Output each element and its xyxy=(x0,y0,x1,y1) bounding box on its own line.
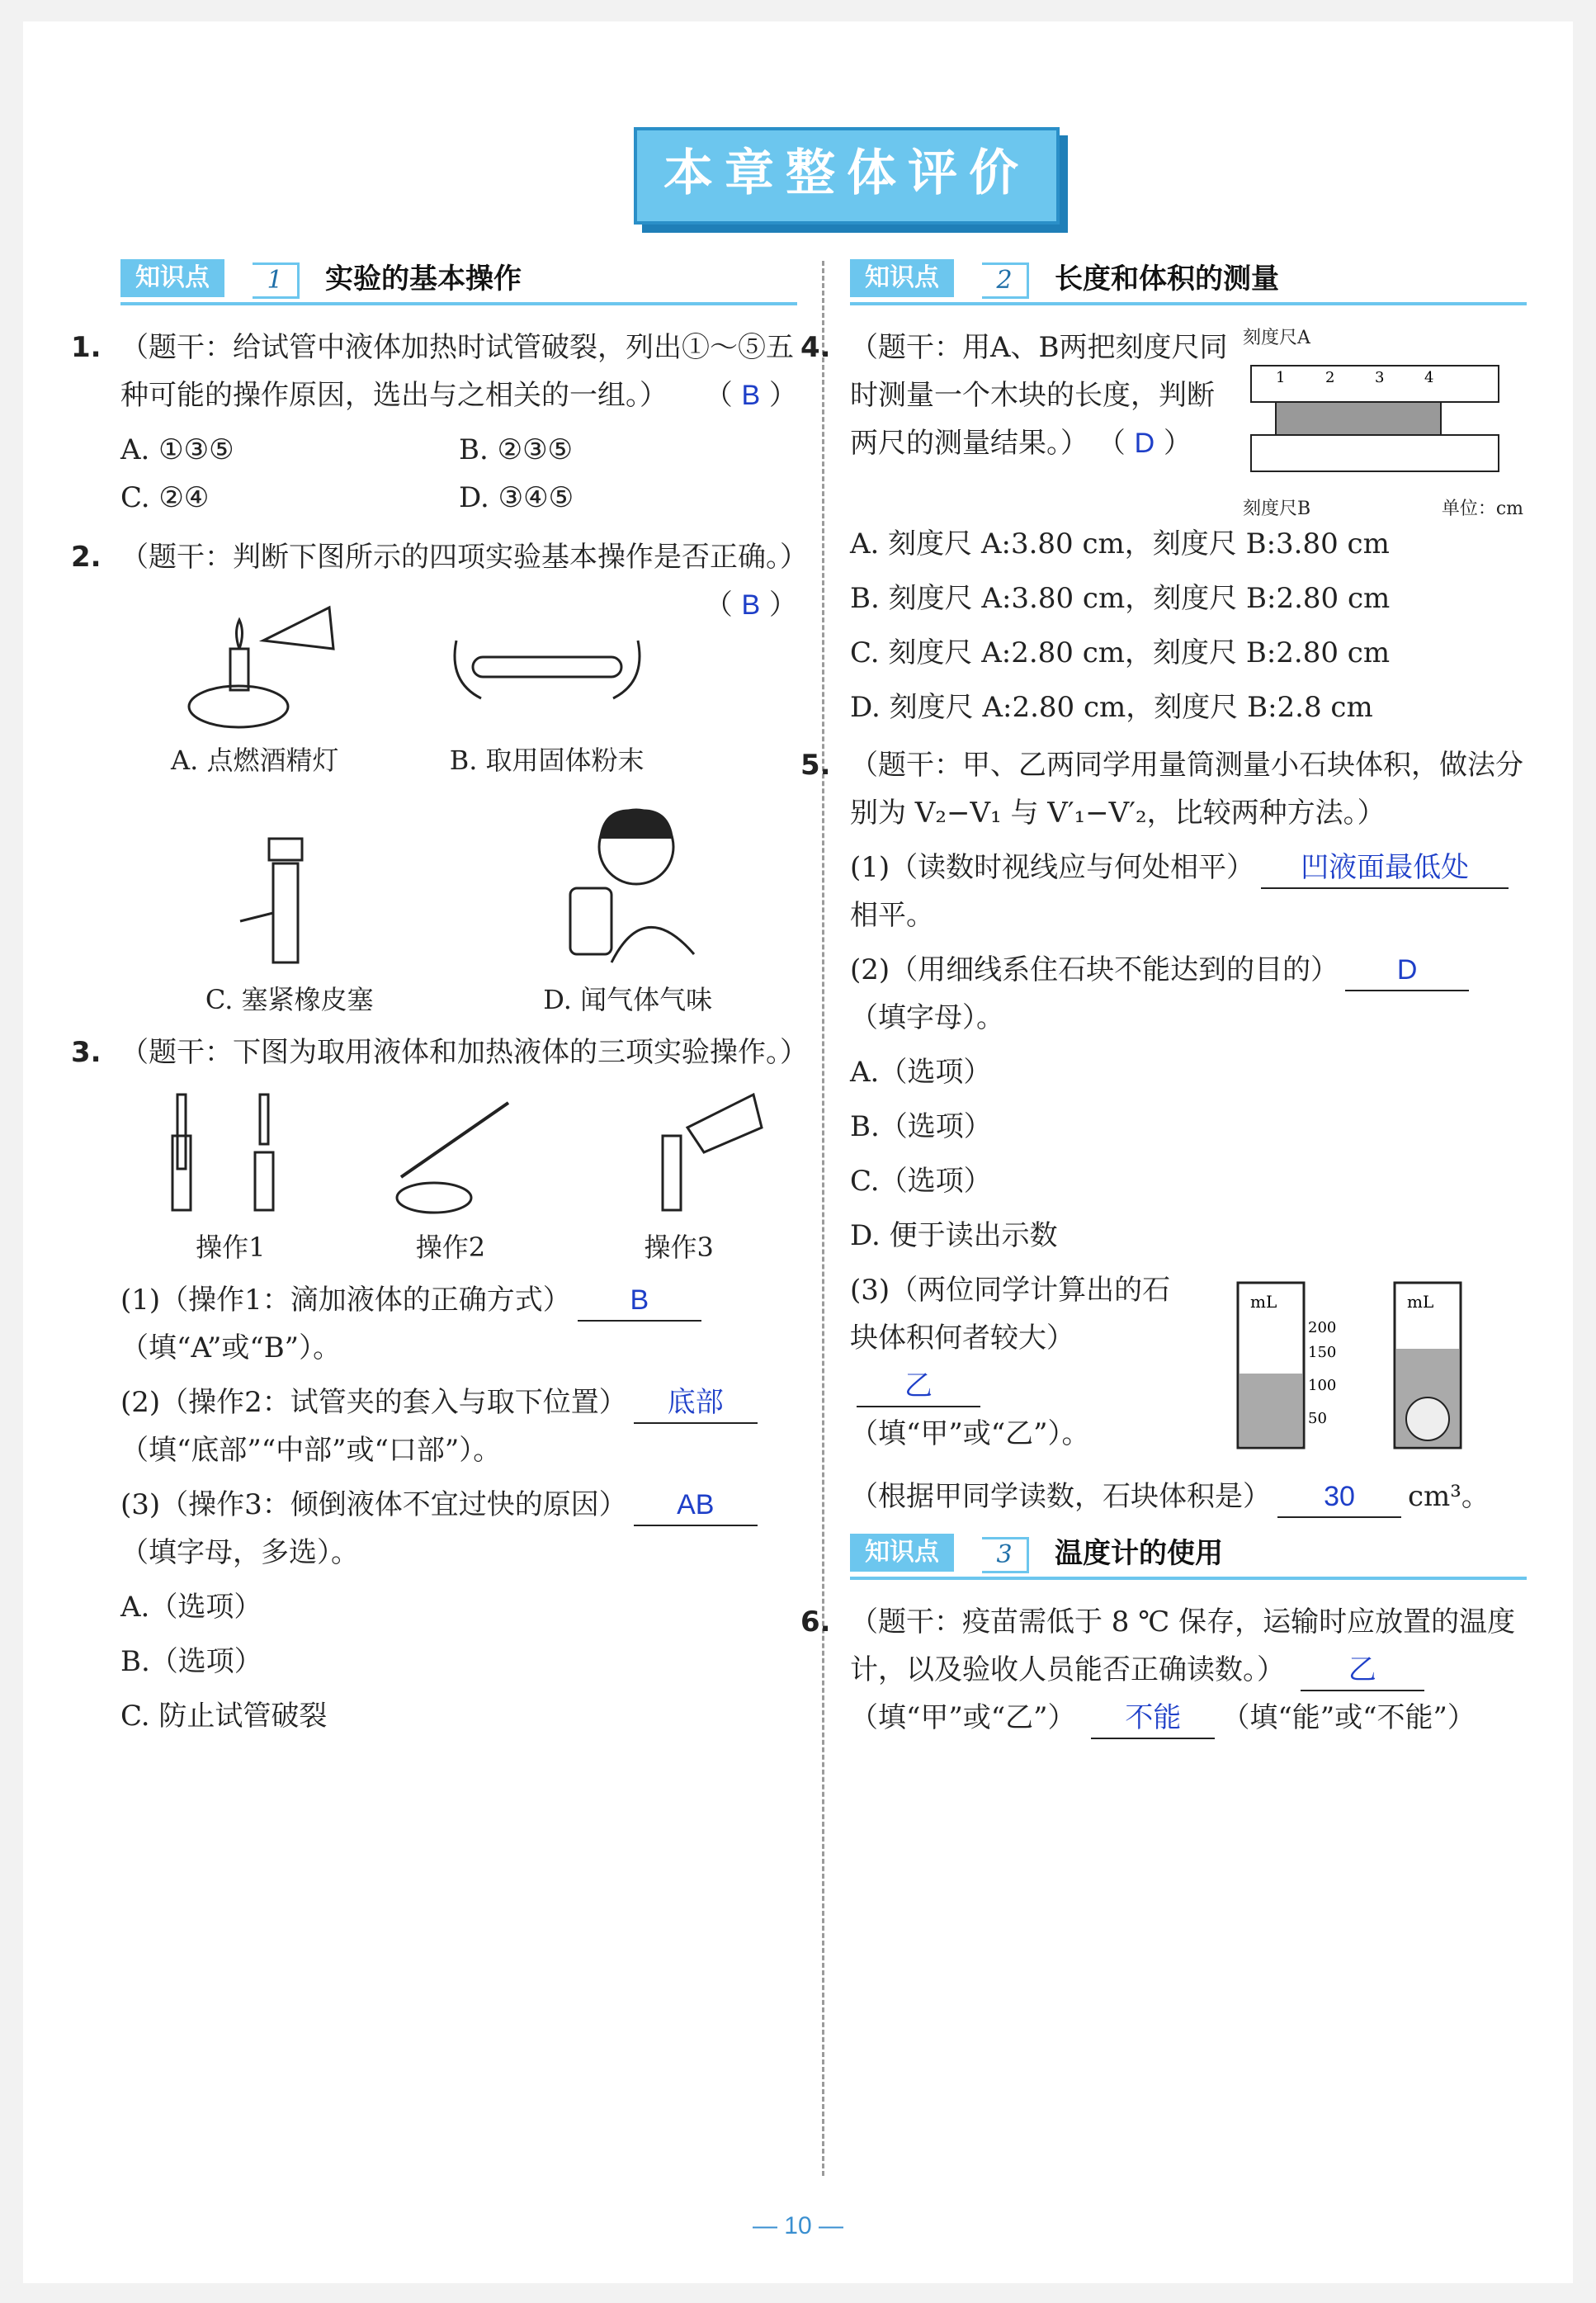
figure xyxy=(588,1086,770,1265)
svg-text:200: 200 xyxy=(1308,1319,1337,1336)
question-stem: （题干：用A、B两把刻度尺同时测量一个木块的长度，判断两尺的测量结果。） xyxy=(850,331,1228,460)
figure-caption: 操作2 xyxy=(415,1232,486,1263)
figure-row xyxy=(120,591,705,778)
answer-blank: 乙 xyxy=(1301,1650,1424,1691)
figure xyxy=(543,789,712,1017)
figure-row xyxy=(120,1086,797,1265)
alcohol-lamp-illustration xyxy=(172,591,338,731)
question-stem: （题干：给试管中液体加热时试管破裂，列出①～⑤五种可能的操作原因，选出与之相关的一组。） xyxy=(120,331,794,412)
answer-paren: （ B ） xyxy=(704,589,797,622)
kp-number: 1 xyxy=(253,262,300,299)
figure xyxy=(368,1086,533,1265)
kp-title: 温度计的使用 xyxy=(1055,1537,1223,1570)
question-number: 3. xyxy=(71,1036,102,1069)
svg-text:mL: mL xyxy=(1250,1292,1277,1312)
answer: B xyxy=(741,380,761,411)
workbook-page xyxy=(23,21,1573,2283)
kp-number: 3 xyxy=(982,1537,1029,1573)
option: D. 刻度尺 A:2.80 cm，刻度尺 B:2.8 cm xyxy=(850,691,1373,724)
option: B. ②③⑤ xyxy=(459,433,574,466)
figure-caption: 操作1 xyxy=(196,1232,266,1263)
subquestion: (3)（两位同学计算出的石块体积何者较大）乙（填“甲”或“乙”）。 xyxy=(850,1274,1171,1450)
question-4: 4. （题干：用A、B两把刻度尺同时测量一个木块的长度，判断两尺的测量结果。） （ D ） xyxy=(850,324,1230,513)
kp-title: 实验的基本操作 xyxy=(325,262,522,296)
figure-caption: C. 塞紧橡皮塞 xyxy=(205,984,374,1015)
right-column xyxy=(800,256,1527,2187)
column-divider xyxy=(822,261,824,2176)
chapter-title-banner xyxy=(634,127,1060,225)
subquestion: (2)（操作2：试管夹的套入与取下位置） 底部（填“底部”“中部”或“口部”）。 xyxy=(120,1378,797,1474)
answer-paren: （ B ） xyxy=(704,379,797,412)
question-2 xyxy=(71,533,808,622)
ruler-illustration xyxy=(1243,349,1507,489)
answer-blank: 不能 xyxy=(1091,1698,1215,1739)
kp-tag: 知识点 xyxy=(850,1534,954,1572)
kp-tag: 知识点 xyxy=(120,259,224,297)
option: A.（选项） xyxy=(120,1591,262,1624)
kp-number: 2 xyxy=(982,262,1029,299)
figure-caption: B. 取用固体粉末 xyxy=(449,745,645,776)
question-5 xyxy=(800,741,1527,837)
figure-caption: D. 闻气体气味 xyxy=(543,984,713,1015)
option: A. 刻度尺 A:3.80 cm，刻度尺 B:3.80 cm xyxy=(850,527,1390,560)
subquestion: (2)（用细线系住石块不能达到的目的） D（填字母）。 xyxy=(850,946,1527,1042)
pouring-illustration xyxy=(588,1086,770,1218)
subquestion: (1)（读数时视线应与何处相平） 凹液面最低处相平。 xyxy=(850,844,1527,939)
chapter-title: 本章整体评价 xyxy=(663,144,1030,202)
tick-label: 4 xyxy=(1424,369,1434,386)
heating-illustration xyxy=(368,1086,533,1218)
ruler-b-label: 刻度尺B xyxy=(1243,499,1311,519)
svg-text:mL: mL xyxy=(1407,1292,1434,1312)
ruler-figure xyxy=(1230,324,1523,520)
subquestion: (1)（操作1：滴加液体的正确方式） B（填“A”或“B”）。 xyxy=(120,1276,797,1372)
answer-blank: 底部 xyxy=(634,1383,758,1424)
option: D. ③④⑤ xyxy=(459,481,574,514)
unit-label: 单位：cm xyxy=(1441,499,1523,519)
cylinder-with-stone xyxy=(1370,1266,1502,1473)
cylinder-figure xyxy=(1197,1266,1502,1473)
answer: B xyxy=(741,589,761,621)
answer-blank: D xyxy=(1345,950,1469,991)
question-number: 2. xyxy=(71,541,102,574)
option: A. ①③⑤ xyxy=(120,433,234,466)
kp-tag: 知识点 xyxy=(850,259,954,297)
figure xyxy=(440,608,654,778)
knowledge-point-header xyxy=(850,1534,1527,1580)
option: B.（选项） xyxy=(120,1645,262,1678)
kp-title: 长度和体积的测量 xyxy=(1055,262,1279,296)
stopper-illustration xyxy=(224,789,356,971)
option: A.（选项） xyxy=(850,1056,992,1089)
knowledge-point-header xyxy=(850,259,1527,305)
answer-blank: 凹液面最低处 xyxy=(1261,848,1509,889)
question-number: 4. xyxy=(800,331,831,364)
option: C. 刻度尺 A:2.80 cm，刻度尺 B:2.80 cm xyxy=(850,636,1391,669)
question-number: 1. xyxy=(71,331,102,364)
answer-blank: 30 xyxy=(1277,1477,1401,1518)
option: C.（选项） xyxy=(850,1165,992,1198)
figure xyxy=(205,789,374,1017)
options xyxy=(120,426,797,522)
test-tube-hands-illustration xyxy=(440,608,654,731)
option: D. 便于读出示数 xyxy=(850,1219,1058,1252)
answer: D xyxy=(1134,428,1155,459)
question-stem: （题干：疫苗需低于 8 ℃ 保存，运输时应放置的温度计，以及验收人员能否正确读数。） xyxy=(850,1605,1516,1686)
page-number: — 10 — xyxy=(752,2212,844,2239)
knowledge-point-header xyxy=(120,259,797,305)
tick-label: 1 xyxy=(1276,369,1286,386)
figure xyxy=(171,591,338,778)
answer-blank: AB xyxy=(634,1485,758,1526)
figure xyxy=(148,1086,313,1265)
tick-label: 3 xyxy=(1375,369,1385,386)
dropper-illustration xyxy=(148,1086,313,1218)
question-5-part3 xyxy=(850,1266,1527,1473)
option: C. 防止试管破裂 xyxy=(120,1700,328,1733)
figure-caption: 操作3 xyxy=(644,1232,714,1263)
question-3 xyxy=(71,1029,808,1076)
question-stem: （题干：甲、乙两同学用量筒测量小石块体积，做法分别为 V₂−V₁ 与 V′₁−V′₂，比较两种方法。） xyxy=(850,749,1523,830)
svg-text:150: 150 xyxy=(1308,1344,1337,1361)
figure-row xyxy=(120,789,797,1017)
option: B.（选项） xyxy=(850,1110,992,1143)
svg-text:100: 100 xyxy=(1308,1377,1337,1394)
question-number: 5. xyxy=(800,749,831,782)
tick-label: 2 xyxy=(1325,369,1335,386)
figure-caption: A. 点燃酒精灯 xyxy=(171,745,339,776)
answer-blank: 乙 xyxy=(857,1366,980,1407)
subquestion: （根据甲同学读数，石块体积是） 30 cm³。 xyxy=(850,1473,1527,1520)
svg-text:50: 50 xyxy=(1308,1410,1327,1427)
question-stem: （题干：下图为取用液体和加热液体的三项实验操作。） xyxy=(120,1036,808,1069)
question-6: 6. （题干：疫苗需低于 8 ℃ 保存，运输时应放置的温度计，以及验收人员能否正确读数。） 乙（填“甲”或“乙”） 不能 （填“能”或“不能”） xyxy=(850,1598,1527,1742)
option: C. ②④ xyxy=(120,481,210,514)
answer-blank: B xyxy=(578,1280,701,1322)
smell-gas-illustration xyxy=(554,789,702,971)
question-1 xyxy=(71,324,797,419)
subquestion: (3)（操作3：倾倒液体不宜过快的原因） AB（填字母，多选）。 xyxy=(120,1481,797,1577)
question-4-block xyxy=(800,324,1527,520)
option: B. 刻度尺 A:3.80 cm，刻度尺 B:2.80 cm xyxy=(850,582,1391,615)
question-number: 6. xyxy=(800,1605,831,1639)
left-column xyxy=(71,256,808,2187)
cylinder-empty xyxy=(1213,1266,1345,1473)
question-stem: （题干：判断下图所示的四项实验基本操作是否正确。） xyxy=(120,541,808,574)
ruler-a-label: 刻度尺A xyxy=(1243,328,1310,348)
